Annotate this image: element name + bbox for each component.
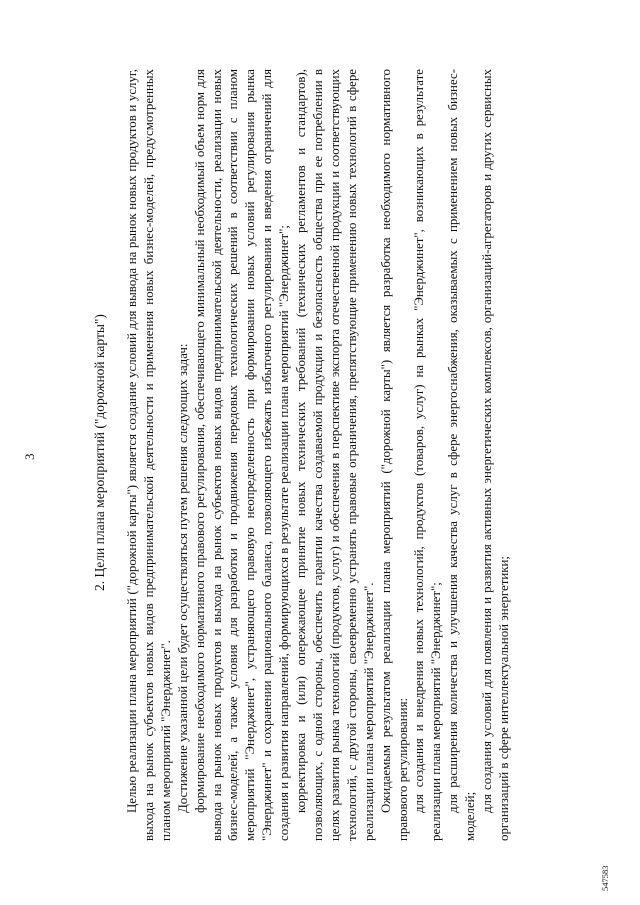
paragraph-tasks-intro: Достижение указанной цели будет осуществляться путем решения следующих задач: [175,343,190,813]
paragraph-goal: Целью реализации плана мероприятий ("дорожной карты") является создание условий для вывода на рынок новых продуктов и услуг, выхода на рынок субъектов новых видов предпринимательской деятельности и применения новых бизнес-моделей, предусмотренных планом мероприятий "Энерджинет". [125,69,173,841]
paragraph-task-regulation: формирование необходимого нормативного правового регулирования, обеспечивающего минимальный необходимый объем норм для вывода на рынок новых продуктов и выхода на рынок субъектов новых видов предпринимательской деятельности, реализации новых бизнес-моделей, а также условия для разработки и продвижения передовых технологических решений в соответствии с планом мероприятий "Энерджинет", устраняющего правовую неопределенность при формировании новых условий регулирования рынка "Энерджинет" и сохранении рационального баланса, позволяющего избежать избыточного регулирования и введения ограничений для создания и развития направлений, формирующихся в результате реализации плана мероприятий "Энерджинет"; [192,69,292,841]
paragraph-expected-result: Ожидаемым результатом реализации плана мероприятий ("дорожной карты") является разработка необходимого нормативного правового регулирования: [378,69,410,841]
page-number: 3 [22,453,37,460]
body-text [124,69,513,841]
paragraph-result-energy-complexes: для создания условий для появления и развития активных энергетических комплексов, организаций-агрегаторов и других сервисных организаций в сфере интеллектуальной энергетики; [480,69,511,841]
document-id: 547583 [600,865,610,891]
paragraph-result-technologies: для создания и внедрения новых технологий, продуктов (товаров, услуг) на рынках "Энерджинет", возникающих в результате реализации плана мероприятий "Энерджинет"; [412,69,444,841]
paragraph-task-technical-requirements: корректировка и (или) опережающее принятие новых технических требований (технических регламентов и стандартов), позволяющих, с одной стороны, обеспечить гарантии качества создаваемой продукции и безопасность общества при ее потреблении в целях развития рынка технологий (продуктов, услуг) и обеспечения в перспективе экспорта отечественной продукции и соответствующих технологий, с другой стороны, своевременно устранять правовые ограничения, препятствующие применению новых технологий в сфере реализации плана мероприятий "Энерджинет". [294,69,376,841]
section-title: 2. Цели плана мероприятий ("дорожной карты") [92,314,107,591]
paragraph-result-services: для расширения количества и улучшения качества услуг в сфере энергоснабжения, оказываемых с применением новых бизнес-моделей; [446,69,478,841]
